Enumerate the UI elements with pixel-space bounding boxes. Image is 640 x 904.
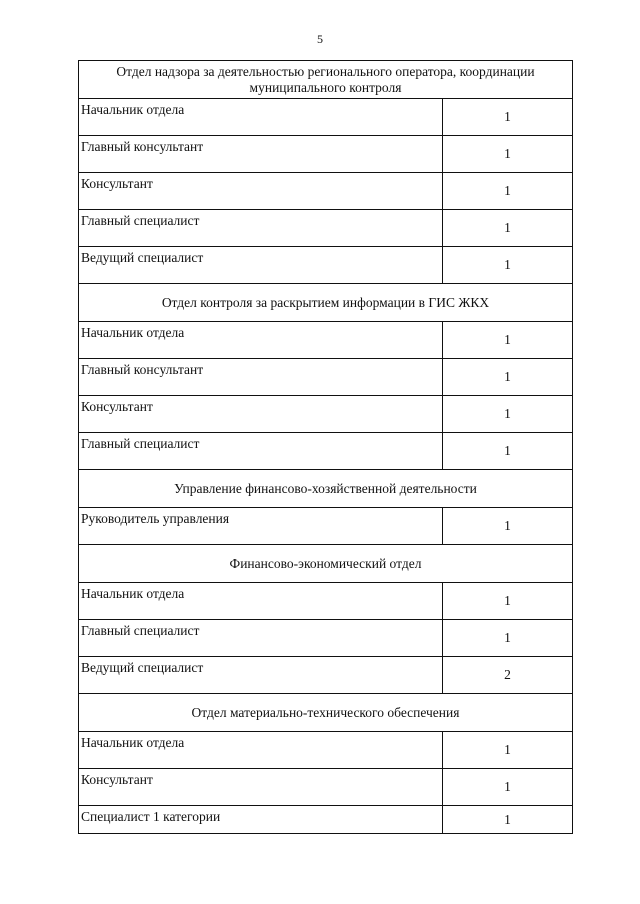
position-cell: Главный специалист <box>79 210 443 247</box>
count-cell: 2 <box>443 657 573 694</box>
section-title: Отдел материально-технического обеспечения <box>79 694 573 732</box>
table-row <box>79 173 573 210</box>
table-row <box>79 732 573 769</box>
section-title: Финансово-экономический отдел <box>79 545 573 583</box>
staff-table <box>78 60 573 834</box>
position-cell: Ведущий специалист <box>79 657 443 694</box>
position-cell: Главный специалист <box>79 433 443 470</box>
section-title: Управление финансово-хозяйственной деятельности <box>79 470 573 508</box>
count-cell: 1 <box>443 806 573 834</box>
table-row <box>79 806 573 834</box>
table-row <box>79 620 573 657</box>
position-cell: Начальник отдела <box>79 99 443 136</box>
count-cell: 1 <box>443 620 573 657</box>
position-cell: Начальник отдела <box>79 732 443 769</box>
page-number: 5 <box>317 32 323 46</box>
position-cell: Специалист 1 категории <box>79 806 443 834</box>
count-cell: 1 <box>443 173 573 210</box>
count-cell: 1 <box>443 322 573 359</box>
table-row <box>79 322 573 359</box>
section-header-row <box>79 61 573 99</box>
position-cell: Начальник отдела <box>79 322 443 359</box>
count-cell: 1 <box>443 247 573 284</box>
count-cell: 1 <box>443 210 573 247</box>
staff-table-body <box>79 61 573 834</box>
position-cell: Консультант <box>79 769 443 806</box>
count-cell: 1 <box>443 508 573 545</box>
table-row <box>79 396 573 433</box>
count-cell: 1 <box>443 433 573 470</box>
count-cell: 1 <box>443 359 573 396</box>
position-cell: Главный специалист <box>79 620 443 657</box>
position-cell: Главный консультант <box>79 136 443 173</box>
table-row <box>79 210 573 247</box>
position-cell: Начальник отдела <box>79 583 443 620</box>
section-header-row <box>79 470 573 508</box>
position-cell: Руководитель управления <box>79 508 443 545</box>
section-header-row <box>79 545 573 583</box>
position-cell: Главный консультант <box>79 359 443 396</box>
table-row <box>79 583 573 620</box>
count-cell: 1 <box>443 99 573 136</box>
table-row <box>79 433 573 470</box>
table-row <box>79 247 573 284</box>
section-title: Отдел контроля за раскрытием информации в ГИС ЖКХ <box>79 284 573 322</box>
count-cell: 1 <box>443 732 573 769</box>
table-row <box>79 769 573 806</box>
count-cell: 1 <box>443 396 573 433</box>
table-row <box>79 99 573 136</box>
section-title: Отдел надзора за деятельностью регионального оператора, координации муниципального контроля <box>79 61 573 99</box>
table-row <box>79 359 573 396</box>
count-cell: 1 <box>443 769 573 806</box>
position-cell: Консультант <box>79 396 443 433</box>
section-header-row <box>79 694 573 732</box>
position-cell: Консультант <box>79 173 443 210</box>
position-cell: Ведущий специалист <box>79 247 443 284</box>
count-cell: 1 <box>443 136 573 173</box>
table-row <box>79 136 573 173</box>
section-header-row <box>79 284 573 322</box>
table-row <box>79 508 573 545</box>
table-row <box>79 657 573 694</box>
count-cell: 1 <box>443 583 573 620</box>
